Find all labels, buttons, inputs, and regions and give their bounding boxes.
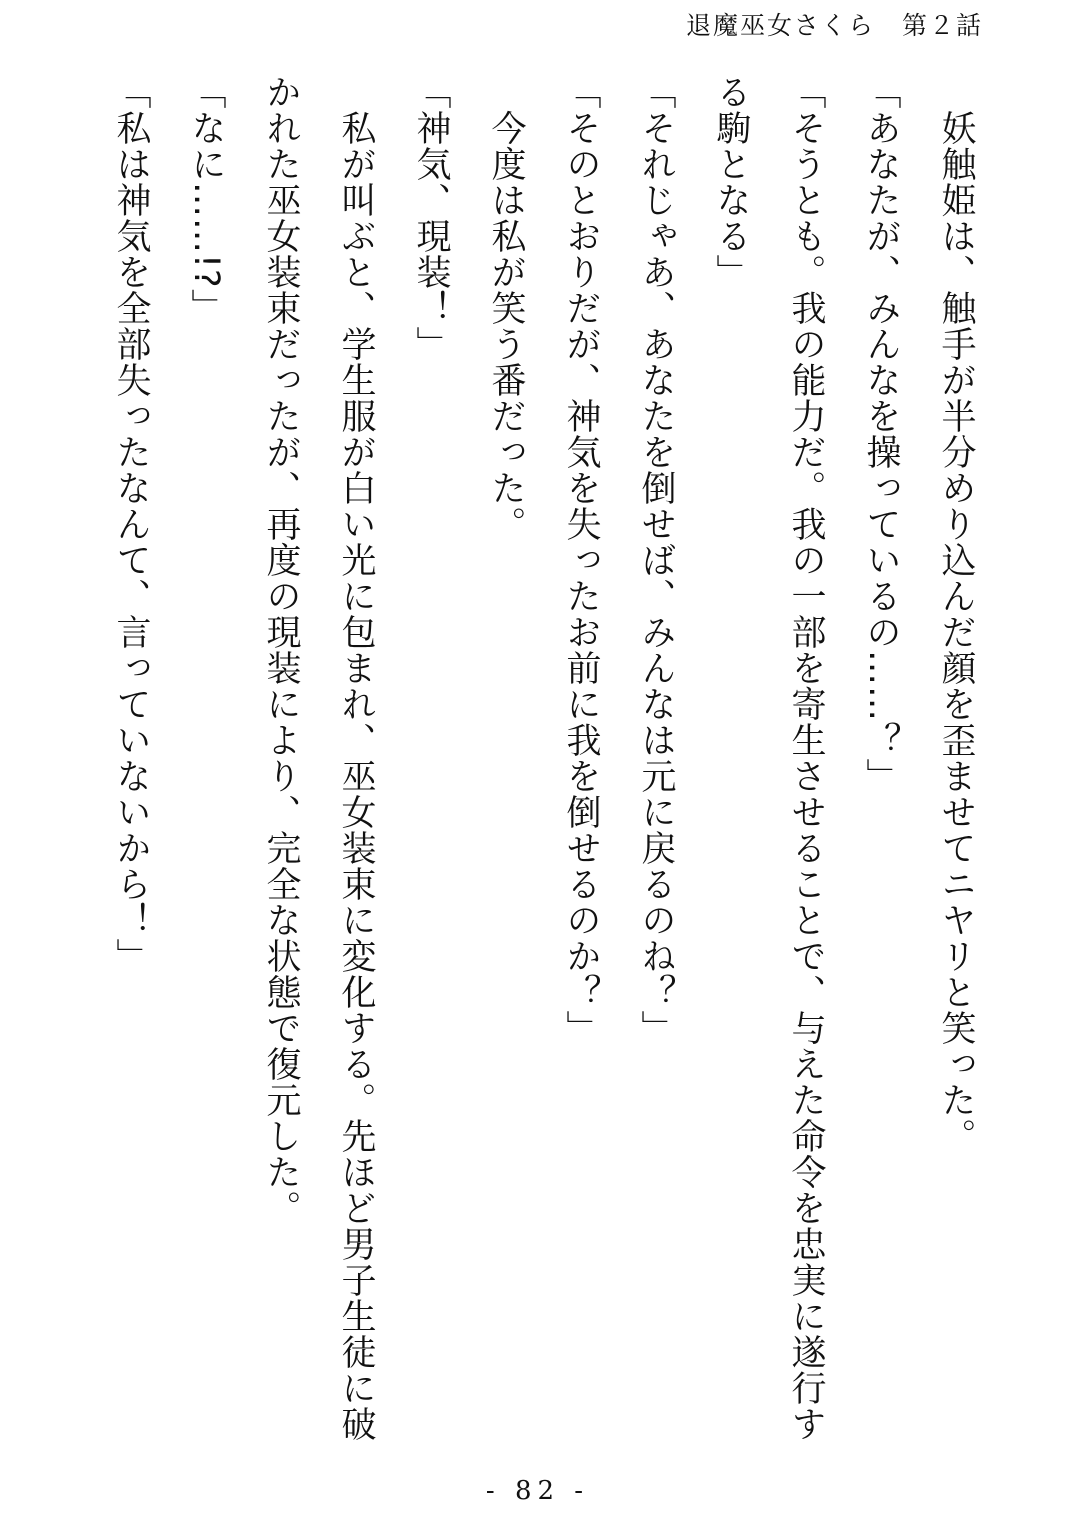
text-line: 「私は神気を全部失ったなんて、言っていないから！」 bbox=[111, 74, 151, 974]
body-text bbox=[73, 74, 993, 1464]
page-number: - 82 - bbox=[485, 1476, 590, 1506]
text-line: 妖触姫は、触手が半分めり込んだ顔を歪ませてニヤリと笑った。 bbox=[936, 74, 976, 1154]
text-line: 「神気、現装！」 bbox=[411, 74, 451, 362]
text-line: 私が叫ぶと、学生服が白い光に包まれ、巫女装束に変化する。先ほど男子生徒に破かれた巫女装束だったが、再度の現装により、完全な状態で復元した。 bbox=[261, 74, 376, 1442]
text-line: 「それじゃあ、あなたを倒せば、みんなは元に戻るのね？」 bbox=[636, 74, 676, 1046]
text-line: 今度は私が笑う番だった。 bbox=[486, 74, 526, 542]
text-line: 「そうとも。我の能力だ。我の一部を寄生させることで、与えた命令を忠実に遂行する駒となる」 bbox=[711, 74, 826, 1442]
text-line: 「そのとおりだが、神気を失ったお前に我を倒せるのか？」 bbox=[561, 74, 601, 1046]
text-line: 「なに……!?」 bbox=[186, 74, 226, 325]
running-header: 退魔巫女さくら 第２話 bbox=[685, 11, 983, 40]
text-line: 「あなたが、みんなを操っているの……？」 bbox=[861, 74, 901, 794]
